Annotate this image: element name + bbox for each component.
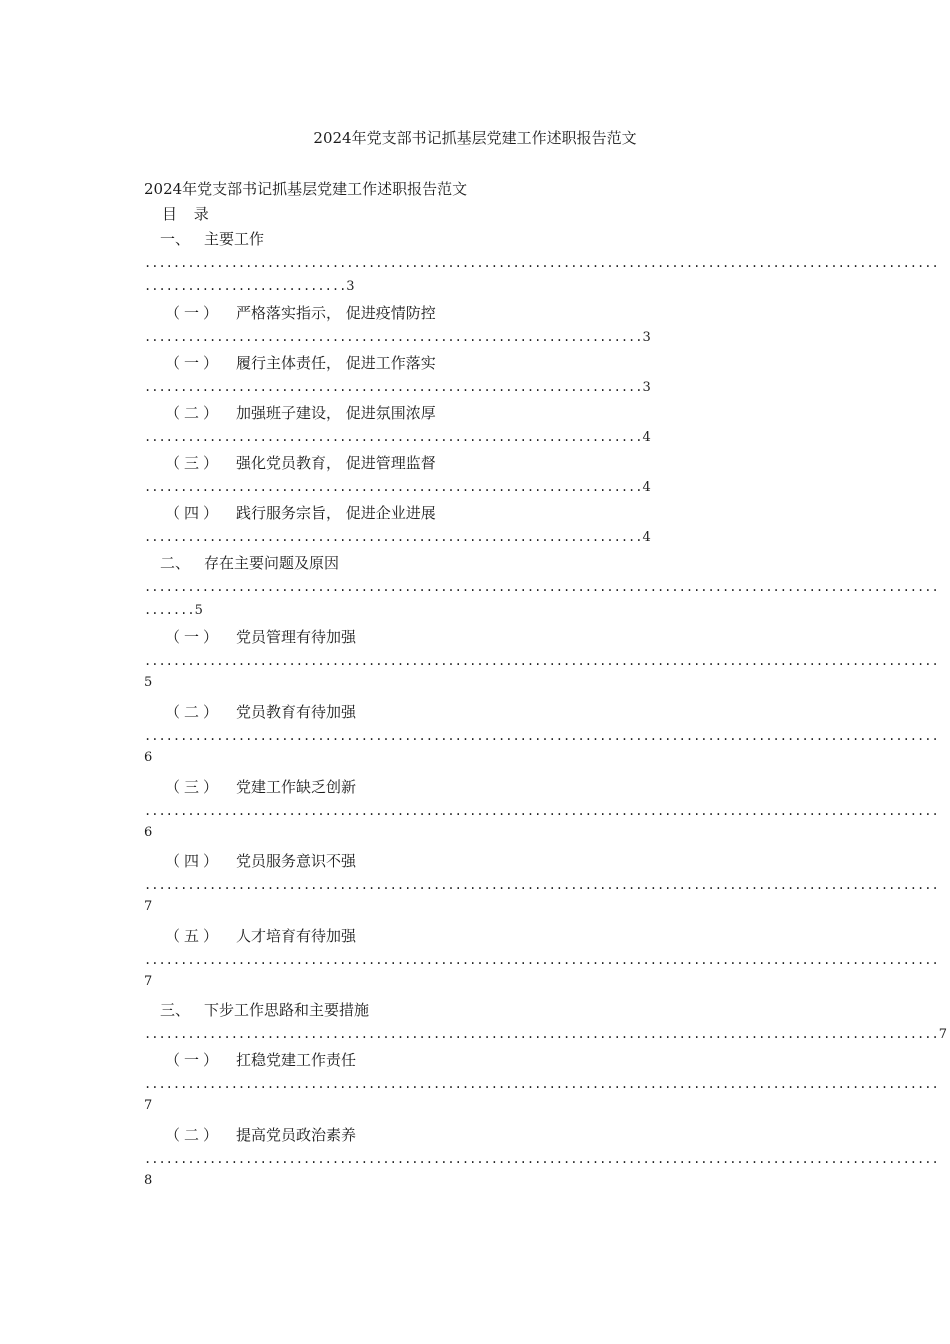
toc-entry-text: 主要工作 — [204, 230, 265, 248]
toc-entry-text: 党建工作缺乏创新 — [236, 778, 357, 796]
toc-page-number: 7 — [144, 974, 153, 989]
toc-entry-number: （四） — [165, 504, 223, 522]
toc-entry-title[interactable] — [165, 626, 356, 647]
toc-entry-number: （二） — [165, 404, 223, 422]
toc-page-number: 5 — [194, 603, 203, 618]
toc-entry-title[interactable] — [165, 452, 436, 473]
toc-page-line — [144, 750, 152, 765]
toc-leader-dots: ..............................................................................................................7 — [144, 1027, 947, 1042]
toc-entry-text: 践行服务宗旨， 促进企业进展 — [236, 504, 436, 522]
toc-entry-title[interactable] — [165, 1049, 356, 1070]
toc-entry-number: （一） — [165, 628, 223, 646]
toc-page-number: 4 — [642, 430, 651, 445]
toc-page-number: 3 — [642, 330, 651, 345]
toc-entry-number: 二、 — [160, 554, 191, 572]
toc-entry-title[interactable] — [160, 228, 264, 249]
toc-entry-title[interactable] — [165, 850, 356, 871]
toc-page-number: 3 — [642, 380, 651, 395]
toc-entry-text: 加强班子建设， 促进氛围浓厚 — [236, 404, 436, 422]
toc-leader-dots: .....................................................................4 — [144, 530, 651, 545]
toc-leader-dots: .............................................................................................................. — [144, 256, 939, 270]
toc-page-line — [144, 1173, 152, 1188]
toc-entry-text: 下步工作思路和主要措施 — [204, 1001, 370, 1019]
toc-entry-number: （五） — [165, 927, 223, 945]
toc-leader-dots: .....................................................................3 — [144, 330, 651, 345]
toc-entry-number: （二） — [165, 1126, 223, 1144]
toc-leader-dots: .............................................................................................................. — [144, 804, 939, 818]
toc-page-number: 4 — [642, 480, 651, 495]
toc-entry-title[interactable] — [160, 552, 339, 573]
toc-page-number: 7 — [144, 899, 153, 914]
toc-entry-text: 履行主体责任， 促进工作落实 — [236, 354, 436, 372]
toc-entry-text: 严格落实指示， 促进疫情防控 — [236, 304, 436, 322]
toc-entry-title[interactable] — [165, 502, 436, 523]
toc-entry-number: （三） — [165, 778, 223, 796]
toc-entry-title[interactable] — [165, 402, 436, 423]
toc-page-number: 7 — [938, 1027, 947, 1042]
toc-entry-text: 存在主要问题及原因 — [204, 554, 340, 572]
toc-leader-dots: .............................................................................................................. — [144, 953, 939, 967]
toc-leader-dots: .............................................................................................................. — [144, 878, 939, 892]
toc-entry-number: （二） — [165, 703, 223, 721]
toc-entry-text: 强化党员教育， 促进管理监督 — [236, 454, 436, 472]
document-subtitle: 2024年党支部书记抓基层党建工作述职报告范文 — [144, 180, 468, 198]
toc-entry-text: 人才培育有待加强 — [236, 927, 357, 945]
toc-leader-dots: .....................................................................4 — [144, 430, 651, 445]
toc-entry-text: 党员教育有待加强 — [236, 703, 357, 721]
toc-leader-dots: .............................................................................................................. — [144, 1152, 939, 1166]
toc-page-number: 7 — [144, 1098, 153, 1113]
toc-entry-number: （三） — [165, 454, 223, 472]
toc-page-line — [144, 974, 152, 989]
toc-page-number: 3 — [346, 279, 355, 294]
toc-entry-text: 党员管理有待加强 — [236, 628, 357, 646]
toc-entry-number: （一） — [165, 1051, 223, 1069]
toc-leader-dots: .....................................................................4 — [144, 480, 651, 495]
toc-page-number: 5 — [144, 675, 153, 690]
toc-entry-number: 三、 — [160, 1001, 191, 1019]
toc-entry-title[interactable] — [160, 999, 369, 1020]
toc-page-number: 6 — [144, 825, 153, 840]
toc-entry-number: （四） — [165, 852, 223, 870]
toc-entry-number: （一） — [165, 304, 223, 322]
toc-entry-title[interactable] — [165, 1124, 356, 1145]
toc-entry-title[interactable] — [165, 776, 356, 797]
toc-page-line — [144, 825, 152, 840]
toc-entry-title[interactable] — [165, 352, 436, 373]
toc-page-line — [144, 899, 152, 914]
toc-heading: 目 录 — [162, 205, 215, 223]
toc-page-number: 6 — [144, 750, 153, 765]
toc-entry-title[interactable] — [165, 701, 356, 722]
toc-leader-dots: .............................................................................................................. — [144, 1077, 939, 1091]
toc-leader-dots: ............................3 — [144, 279, 355, 294]
toc-leader-dots: .............................................................................................................. — [144, 729, 939, 743]
toc-page-number: 4 — [642, 530, 651, 545]
page-title: 2024年党支部书记抓基层党建工作述职报告范文 — [313, 129, 637, 147]
toc-leader-dots: .............................................................................................................. — [144, 580, 939, 594]
toc-page-line — [144, 675, 152, 690]
toc-page-number: 8 — [144, 1173, 153, 1188]
toc-entry-number: 一、 — [160, 230, 191, 248]
toc-entry-text: 提高党员政治素养 — [236, 1126, 357, 1144]
toc-leader-dots: .....................................................................3 — [144, 380, 651, 395]
toc-entry-number: （一） — [165, 354, 223, 372]
toc-leader-dots: .............................................................................................................. — [144, 654, 939, 668]
toc-entry-title[interactable] — [165, 925, 356, 946]
toc-entry-text: 扛稳党建工作责任 — [236, 1051, 357, 1069]
toc-page-line — [144, 1098, 152, 1113]
toc-leader-dots: .......5 — [144, 603, 203, 618]
toc-entry-text: 党员服务意识不强 — [236, 852, 357, 870]
toc-entry-title[interactable] — [165, 302, 436, 323]
